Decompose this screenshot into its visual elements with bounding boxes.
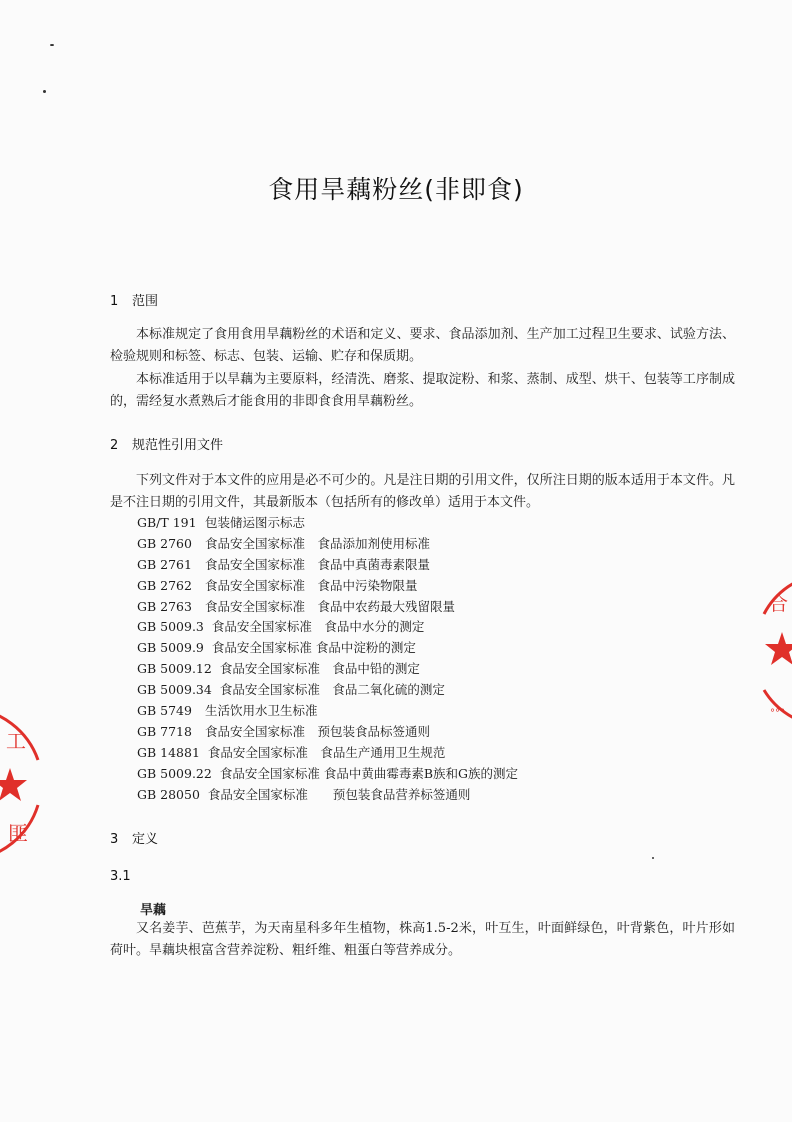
reference-item	[137, 722, 518, 743]
reference-title: 包装储运图示标志	[205, 515, 306, 530]
reference-list	[137, 513, 518, 805]
scan-speck	[43, 90, 46, 93]
reference-code: GB/T 191	[137, 515, 197, 530]
reference-title: 生活饮用水卫生标准	[205, 703, 318, 719]
section-number: 1	[110, 294, 119, 309]
reference-code: GB 7718	[137, 723, 192, 739]
section-number: 3	[110, 832, 119, 847]
reference-title: 食品安全国家标准 食品中真菌毒素限量	[205, 556, 431, 572]
references-intro: 下列文件对于本文件的应用是必不可少的。凡是注日期的引用文件，仅所注日期的版本适用于本文件。凡是不注日期的引用文件，其最新版本（包括所有的修改单）适用于本文件。	[110, 473, 735, 510]
scope-paragraph-1: 本标准规定了食用食用旱藕粉丝的术语和定义、要求、食品添加剂、生产加工过程卫生要求、试验方法、检验规则和标签、标志、包装、运输、贮存和保质期。	[110, 327, 735, 364]
reference-title: 食品安全国家标准 预包装食品营养标签通则	[207, 786, 471, 802]
reference-code: GB 2761	[137, 556, 192, 572]
reference-code: GB 2760	[137, 535, 192, 551]
reference-code: GB 28050	[137, 786, 200, 802]
section-title: 规范性引用文件	[132, 438, 224, 453]
official-seal-left-fragment	[0, 700, 44, 870]
reference-item	[137, 576, 518, 597]
reference-title: 食品安全国家标准 食品中农药最大残留限量	[205, 598, 456, 614]
reference-item	[137, 743, 518, 764]
subsection-number: 3.1	[110, 869, 131, 884]
reference-title: 食品安全国家标准 食品生产通用卫生规范	[207, 744, 446, 760]
reference-item	[137, 513, 518, 534]
reference-item	[137, 597, 518, 618]
reference-item	[137, 534, 518, 555]
reference-item	[137, 638, 518, 659]
section-title: 定义	[132, 832, 159, 847]
reference-code: GB 14881	[137, 744, 200, 760]
reference-title: 食品安全国家标准 食品中水分的测定	[211, 619, 425, 635]
reference-code: GB 5009.9	[137, 640, 204, 656]
reference-code: GB 2763	[137, 598, 192, 614]
seal-text: 工	[6, 729, 26, 753]
reference-code: GB 5749	[137, 703, 192, 719]
scope-paragraph-2: 本标准适用于以旱藕为主要原料，经清洗、磨浆、提取淀粉、和浆、蒸制、成型、烘干、包装等工序制成的，需经复水煮熟后才能食用的非即食食用旱藕粉丝。	[110, 372, 735, 409]
reference-item	[137, 680, 518, 701]
reference-item	[137, 764, 518, 785]
reference-item	[137, 617, 518, 638]
reference-item	[137, 659, 518, 680]
seal-dots: °°°	[770, 708, 785, 719]
section-title: 范围	[132, 294, 159, 309]
scan-speck	[652, 857, 654, 859]
reference-title: 食品安全国家标准 预包装食品标签通则	[205, 723, 431, 739]
reference-item	[137, 701, 518, 722]
reference-code: GB 5009.34	[137, 682, 212, 698]
term-title: 旱藕	[140, 903, 167, 918]
official-seal-right-fragment	[752, 570, 792, 730]
reference-code: GB 5009.12	[137, 661, 212, 677]
reference-title: 食品安全国家标准 食品添加剂使用标准	[205, 535, 431, 551]
scan-speck	[50, 44, 54, 46]
reference-item	[137, 785, 518, 806]
seal-star-icon	[765, 632, 792, 665]
reference-title: 食品安全国家标准 食品中淀粉的测定	[211, 640, 416, 656]
seal-text: 匪	[8, 821, 28, 845]
term-definition: 又名姜芋、芭蕉芋，为天南星科多年生植物，株高1.5-2米，叶互生，叶面鲜绿色，叶背紫色，叶片形如荷叶。旱藕块根富含营养淀粉、粗纤维、粗蛋白等营养成分。	[110, 921, 735, 958]
document-title: 食用旱藕粉丝(非即食)	[268, 175, 524, 204]
reference-code: GB 2762	[137, 577, 192, 593]
seal-star-icon	[0, 768, 27, 801]
reference-title: 食品安全国家标准 食品中黄曲霉毒素B族和G族的测定	[219, 765, 518, 781]
reference-title: 食品安全国家标准 食品中污染物限量	[205, 577, 418, 593]
reference-title: 食品安全国家标准 食品二氧化硫的测定	[219, 682, 445, 698]
section-heading-definitions	[110, 828, 158, 847]
reference-item	[137, 555, 518, 576]
reference-code: GB 5009.3	[137, 619, 204, 635]
section-number: 2	[110, 438, 119, 453]
reference-title: 食品安全国家标准 食品中铅的测定	[219, 661, 420, 677]
section-heading-references	[110, 434, 223, 453]
seal-text: 合	[769, 593, 789, 615]
section-heading-scope	[110, 290, 158, 309]
reference-code: GB 5009.22	[137, 765, 212, 781]
